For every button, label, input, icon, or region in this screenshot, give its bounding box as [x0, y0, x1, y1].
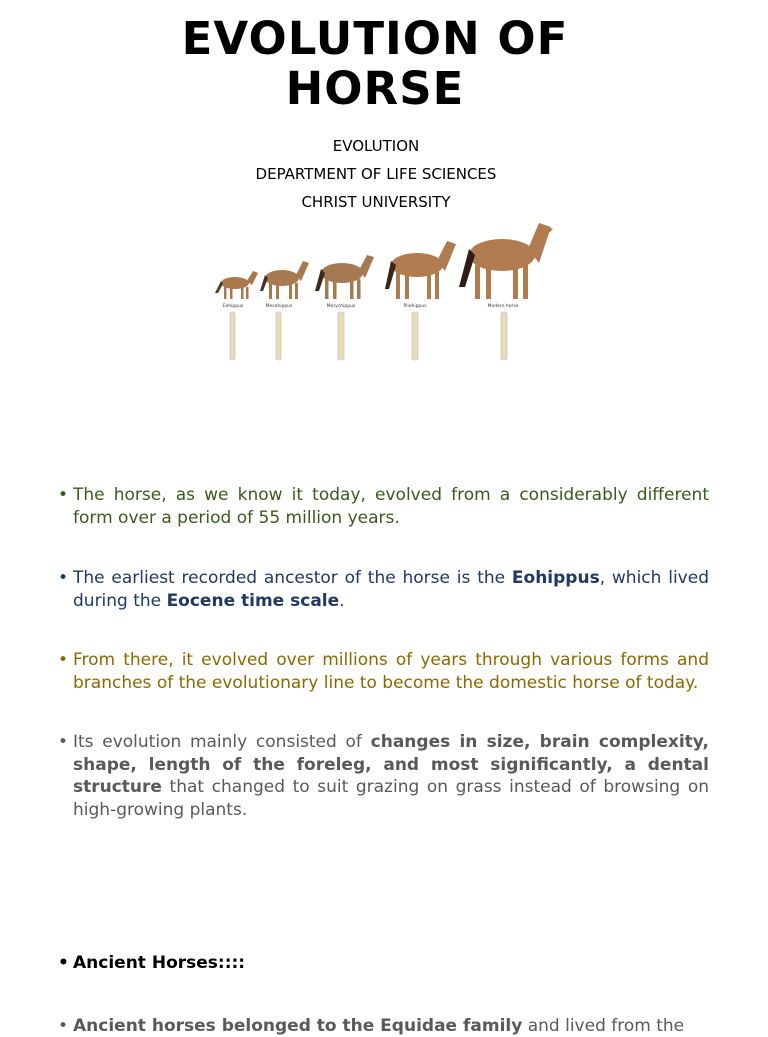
subtitle-department: DEPARTMENT OF LIFE SCIENCES	[0, 160, 752, 188]
subtitle-course: EVOLUTION	[0, 132, 752, 160]
mesohippus-horse	[260, 261, 309, 299]
leg-bones	[230, 312, 507, 360]
slide-subtitle	[0, 132, 752, 194]
bullet-dot: •	[58, 1015, 68, 1037]
subtitle-university: CHRIST UNIVERSITY	[0, 188, 752, 216]
bullet-equidae: • Ancient horses belonged to the Equidae family and lived from the	[58, 1015, 709, 1037]
horse-evolution-figure	[205, 205, 565, 370]
title-line-1: EVOLUTION OF	[0, 14, 750, 64]
pliohippus-horse	[385, 241, 456, 299]
title-line-2: HORSE	[0, 64, 750, 114]
modern-horse	[459, 223, 553, 299]
bullet-domestic: • From there, it evolved over millions of years through various forms and branches of the evolutionary line to become the domestic horse of today.	[58, 649, 709, 694]
label-modern-horse: Modern horse	[488, 303, 519, 309]
bullet-list	[58, 484, 709, 1037]
bullet-dot: •	[58, 567, 68, 590]
merychippus-horse	[315, 255, 374, 299]
label-eohippus: Eohippus	[223, 303, 244, 309]
bullet-dot: •	[58, 731, 68, 754]
bullet-eohippus: • The earliest recorded ancestor of the horse is the Eohippus, which lived during the Eocene time scale.	[58, 567, 709, 612]
bullet-dot: •	[58, 952, 69, 975]
eohippus-horse	[215, 271, 258, 299]
bullet-ancient-horses-heading: • Ancient Horses::::	[58, 952, 709, 975]
slide-title	[0, 14, 750, 114]
bullet-dot: •	[58, 484, 68, 507]
label-mesohippus: Mesohippus	[266, 303, 293, 309]
label-merychippus: Merychippus	[327, 303, 356, 309]
label-pliohippus: Pliohippus	[404, 303, 428, 309]
bullet-origin: • The horse, as we know it today, evolved from a considerably different form over a period of 55 million years.	[58, 484, 709, 529]
horse-evolution-illustration	[205, 205, 565, 370]
bullet-changes: • Its evolution mainly consisted of changes in size, brain complexity, shape, length of the foreleg, and most significantly, a dental structure that changed to suit grazing on grass instead of browsing on high-growing plants.	[58, 731, 709, 821]
bullet-dot: •	[58, 649, 68, 672]
